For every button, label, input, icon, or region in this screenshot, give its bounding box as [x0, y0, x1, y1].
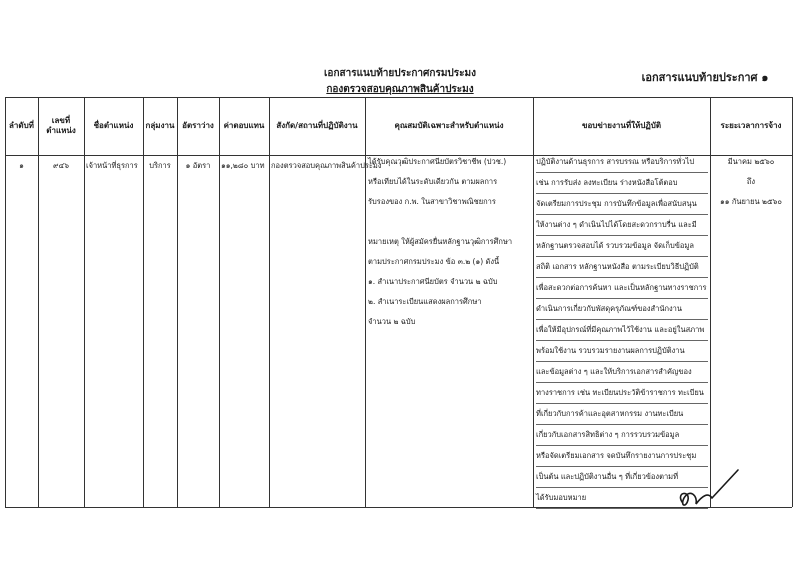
qualification-line: หรือเทียบได้ในระดับเดียวกัน ตามผลการ: [368, 177, 498, 186]
column-line: [143, 97, 144, 507]
column-line: [38, 97, 39, 507]
header-salary: ค่าตอบแทน: [223, 121, 265, 131]
duty-line: หลักฐานตรวจสอบได้ รวบรวมข้อมูล จัดเก็บข้อมูล: [536, 236, 708, 257]
duty-line: เพื่อสะดวกต่อการค้นหา และเป็นหลักฐานทางราชการ: [536, 278, 708, 299]
period-line: ถึง: [746, 177, 756, 186]
row-unit: กองตรวจสอบคุณภาพสินค้าประมง: [271, 161, 382, 170]
duty-line: หรือจัดเตรียมเอกสาร จดบันทึกรายงานการประชุม: [536, 446, 708, 467]
document-title: เอกสารแนบท้ายประกาศกรมประมง: [324, 68, 476, 79]
column-line: [84, 97, 85, 507]
column-line: [269, 97, 270, 507]
header-qualifications: คุณสมบัติเฉพาะสำหรับตำแหน่ง: [394, 121, 504, 131]
duty-line: จัดเตรียมการประชุม การบันทึกข้อมูลเพื่อสนับสนุน: [536, 194, 708, 215]
duty-line: ให้งานต่าง ๆ ดำเนินไปได้โดยสะดวกราบรื่น และมี: [536, 215, 708, 236]
header-position-no: เลขที่ตำแหน่ง: [46, 116, 76, 135]
header-position-name: ชื่อตำแหน่ง: [93, 121, 134, 131]
column-line: [177, 97, 178, 507]
row-group: บริการ: [149, 161, 171, 170]
period-line: ๑๑ กันยายน ๒๕๖๐: [719, 197, 783, 206]
column-line: [792, 97, 793, 507]
signature: [668, 462, 738, 512]
qualification-line: หมายเหตุ ให้ผู้สมัครยื่นหลักฐานวุฒิการศึกษา: [368, 237, 513, 246]
header-period: ระยะเวลาการจ้าง: [720, 121, 782, 131]
duty-line: พร้อมใช้งาน รวบรวมรายงานผลการปฏิบัติงาน: [536, 341, 708, 362]
qualification-line: [368, 212, 532, 232]
period-line: มีนาคม ๒๕๖๐: [727, 157, 775, 166]
header-group: กลุ่มงาน: [145, 121, 175, 131]
column-line: [533, 97, 534, 507]
row-vacancy: ๑ อัตรา: [185, 161, 211, 170]
header-unit: สังกัด/สถานที่ปฏิบัติงาน: [276, 121, 358, 131]
duty-line: ดำเนินการเกี่ยวกับพัสดุครุภัณฑ์ของสำนักงาน: [536, 299, 708, 320]
qualification-line: รับรองของ ก.พ. ในสาขาวิชาพณิชยการ: [368, 197, 496, 206]
row-no: ๑: [19, 161, 24, 170]
header-duties: ขอบข่ายงานที่ให้ปฏิบัติ: [581, 121, 662, 131]
duty-line: ปฏิบัติงานด้านธุรการ สารบรรณ หรือบริการทั่วไป: [536, 152, 708, 173]
qualification-line: ๑. สำเนาประกาศนียบัตร จำนวน ๒ ฉบับ: [368, 277, 498, 286]
qualification-line: ตามประกาศกรมประมง ข้อ ๓.๒ (๑) ดังนี้: [368, 257, 500, 266]
duty-line: ได้รับมอบหมาย: [536, 488, 708, 509]
qualification-line: ๒. สำเนาระเบียนแสดงผลการศึกษา: [368, 297, 482, 306]
qualification-line: ได้รับคุณวุฒิประกาศนียบัตรวิชาชีพ (ปวช.): [368, 157, 507, 166]
duty-line: เพื่อให้มีอุปกรณ์ที่มีคุณภาพไว้ใช้งาน และอยู่ในสภาพ: [536, 320, 708, 341]
row-salary: ๑๑,๒๘๐ บาท: [221, 161, 265, 170]
annex-label: เอกสารแนบท้ายประกาศ ๑: [641, 71, 769, 84]
duty-line: ทางราชการ เช่น ทะเบียนประวัติข้าราชการ ทะเบียน: [536, 383, 708, 404]
row-position-no: ๙๔๖: [53, 161, 69, 170]
duty-line: และข้อมูลต่าง ๆ และให้บริการเอกสารสำคัญของ: [536, 362, 708, 383]
duty-line: เป็นต้น และปฏิบัติงานอื่น ๆ ที่เกี่ยวข้องตามที่: [536, 467, 708, 488]
header-vacancy: อัตราว่าง: [182, 121, 214, 131]
duty-line: สถิติ เอกสาร หลักฐานหนังสือ ตามระเบียบวิธีปฏิบัติ: [536, 257, 708, 278]
qualification-line: จำนวน ๒ ฉบับ: [368, 317, 416, 326]
header-no: ลำดับที่: [9, 121, 34, 131]
column-line: [710, 97, 711, 507]
row-duties: [536, 152, 708, 509]
duty-line: เช่น การรับส่ง ลงทะเบียน ร่างหนังสือโต้ตอบ: [536, 173, 708, 194]
row-qualifications: [368, 152, 532, 332]
table-top-border: [5, 97, 792, 98]
duty-line: เกี่ยวกับเอกสารสิทธิต่าง ๆ การรวบรวมข้อมูล: [536, 425, 708, 446]
column-line: [365, 97, 366, 507]
column-line: [5, 97, 6, 507]
document-subtitle: กองตรวจสอบคุณภาพสินค้าประมง: [326, 84, 474, 95]
column-line: [219, 97, 220, 507]
row-position-name: เจ้าหน้าที่ธุรการ: [86, 161, 138, 170]
duty-line: ที่เกี่ยวกับการค้าและอุตสาหกรรม งานทะเบียน: [536, 404, 708, 425]
row-period: [712, 152, 790, 212]
